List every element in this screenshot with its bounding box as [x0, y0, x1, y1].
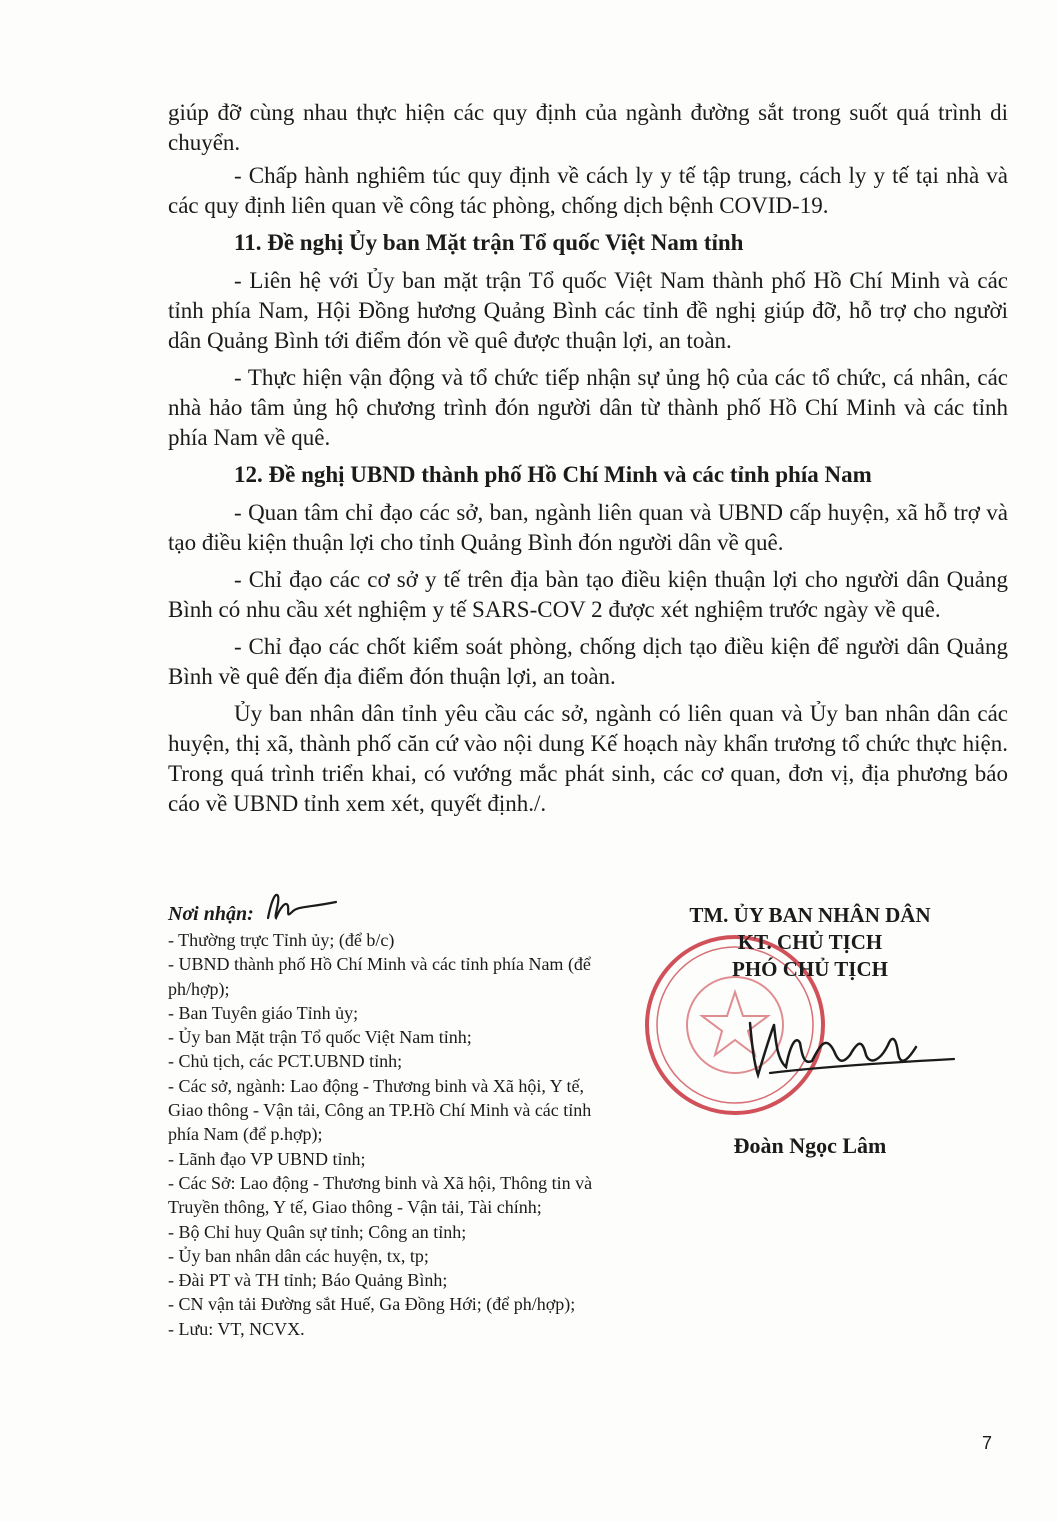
recipients-title: Nơi nhận: — [168, 903, 254, 925]
section-heading-12: 12. Đề nghị UBND thành phố Hồ Chí Minh và các tỉnh phía Nam — [234, 462, 872, 487]
paragraph: - Chỉ đạo các chốt kiểm soát phòng, chống dịch tạo điều kiện để người dân Quảng Bình về quê đến địa điểm đón thuận lợi, an toàn. — [168, 634, 1008, 689]
handwritten-signature — [730, 1005, 960, 1085]
closing-paragraph: Ủy ban nhân dân tỉnh yêu cầu các sở, ngành có liên quan và Ủy ban nhân dân các huyện, thị xã, thành phố căn cứ vào nội dung Kế hoạch này khẩn trương tổ chức thực hiện. Trong quá trình triển khai, có vướng mắc phát sinh, các cơ quan, đơn vị, địa phương báo cáo về UBND tỉnh xem xét, quyết định./. — [168, 701, 1008, 816]
paragraph: - Thực hiện vận động và tổ chức tiếp nhận sự ủng hộ của các tổ chức, cá nhân, các nhà hảo tâm ủng hộ chương trình đón người dân từ thành phố Hồ Chí Minh và các tỉnh phía Nam về quê. — [168, 365, 1008, 450]
signature-line-1: TM. ỦY BAN NHÂN DÂN — [689, 903, 931, 927]
recipient-item: - Các sở, ngành: Lao động - Thương binh và Xã hội, Y tế, Giao thông - Vận tải, Công an TP.Hồ Chí Minh và các tỉnh phía Nam (để p.hợp); — [168, 1075, 592, 1145]
recipient-item: - Đài PT và TH tỉnh; Báo Quảng Bình; — [168, 1270, 448, 1291]
recipient-item: - Ban Tuyên giáo Tỉnh ủy; — [168, 1002, 359, 1023]
signature-line-2: KT. CHỦ TỊCH — [737, 930, 883, 954]
page-number: 7 — [982, 1433, 993, 1453]
paragraph: - Liên hệ với Ủy ban mặt trận Tổ quốc Việt Nam thành phố Hồ Chí Minh và các tỉnh phía Nam, Hội Đồng hương Quảng Bình các tỉnh đề nghị giúp đỡ, hỗ trợ cho người dân Quảng Bình tới điểm đón về quê được thuận lợi, an toàn. — [168, 268, 1008, 353]
paragraph: giúp đỡ cùng nhau thực hiện các quy định của ngành đường sắt trong suốt quá trình di chuyển. — [168, 100, 1008, 155]
signature-line-3: PHÓ CHỦ TỊCH — [732, 957, 888, 981]
paragraph: - Quan tâm chỉ đạo các sở, ban, ngành liên quan và UBND cấp huyện, xã hỗ trợ và tạo điều kiện thuận lợi cho tỉnh Quảng Bình đón người dân về quê. — [168, 500, 1008, 555]
signer-name: Đoàn Ngọc Lâm — [733, 1133, 887, 1158]
recipient-item: - Bộ Chỉ huy Quân sự tỉnh; Công an tỉnh; — [168, 1221, 467, 1242]
paragraph: - Chấp hành nghiêm túc quy định về cách ly y tế tập trung, cách ly y tế tại nhà và các quy định liên quan về công tác phòng, chống dịch bệnh COVID-19. — [168, 163, 1008, 218]
signature-block — [640, 902, 980, 983]
body-text — [168, 98, 1008, 826]
recipient-item: - UBND thành phố Hồ Chí Minh và các tỉnh phía Nam (để ph/hợp); — [168, 954, 591, 999]
recipient-item: - Thường trực Tỉnh ủy; (để b/c) — [168, 930, 395, 950]
recipient-item: - Ủy ban nhân dân các huyện, tx, tp; — [168, 1245, 429, 1266]
recipient-item: - Lưu: VT, NCVX. — [168, 1318, 305, 1339]
recipient-item: - Lãnh đạo VP UBND tỉnh; — [168, 1148, 366, 1169]
paragraph: - Chỉ đạo các cơ sở y tế trên địa bàn tạo điều kiện thuận lợi cho người dân Quảng Bình có nhu cầu xét nghiệm y tế SARS-COV 2 được xét nghiệm trước ngày về quê. — [168, 567, 1008, 622]
recipient-item: - Chủ tịch, các PCT.UBND tỉnh; — [168, 1051, 403, 1072]
recipient-item: - Các Sở: Lao động - Thương binh và Xã hội, Thông tin và Truyền thông, Y tế, Giao thông - Vận tải, Tài chính; — [168, 1172, 593, 1218]
recipient-item: - Ủy ban Mặt trận Tổ quốc Việt Nam tỉnh; — [168, 1027, 472, 1048]
recipients-list — [168, 900, 618, 1341]
section-heading-11: 11. Đề nghị Ủy ban Mặt trận Tổ quốc Việt Nam tỉnh — [234, 230, 744, 255]
recipient-item: - CN vận tải Đường sắt Huế, Ga Đồng Hới; (để ph/hợp); — [168, 1294, 576, 1315]
initials-mark — [262, 888, 342, 928]
